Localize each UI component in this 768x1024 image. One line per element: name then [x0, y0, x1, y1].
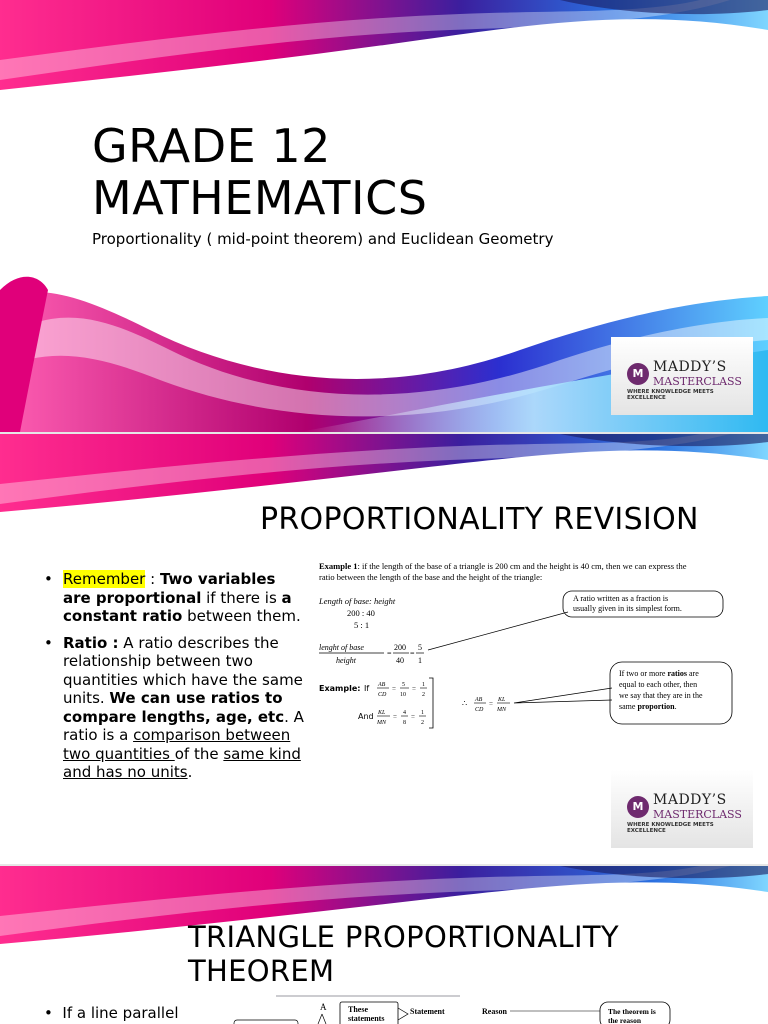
svg-text:200: 200 — [394, 643, 406, 652]
svg-text:height: height — [336, 656, 356, 665]
svg-text:4: 4 — [403, 710, 406, 716]
crown-logo-icon: M — [627, 796, 649, 818]
svg-text:=: = — [411, 713, 415, 721]
list-item: • Ratio : A ratio describes the relationship between two quantities which have the same units. We can use ratios to compare lengths, age, etc. A ratio is a comparison between two quantities of the same kind and has no units. — [44, 634, 306, 782]
bullet-list — [44, 570, 306, 790]
logo-tagline: WHERE KNOWLEDGE MEETS EXCELLENCE — [627, 822, 714, 834]
slide-title: PROPORTIONALITY REVISION — [260, 502, 699, 537]
svg-text:lenght of base: lenght of base — [319, 643, 364, 652]
svg-text:Example 1: if the length of th: Example 1: if the length of the base of a triangle is 200 cm and the height is 40 cm, then we can express the — [319, 561, 687, 571]
subtitle: Proportionality ( mid-point theorem) and Euclidean Geometry — [92, 230, 554, 248]
page-title: GRADE 12 MATHEMATICS — [92, 119, 428, 225]
svg-text:same proportion.: same proportion. — [619, 702, 677, 711]
logo-name: MADDY’S — [653, 359, 727, 375]
svg-text:usually given in its simplest: usually given in its simplest form. — [573, 604, 682, 613]
svg-text:5 : 1: 5 : 1 — [354, 620, 370, 630]
svg-text:Example:: Example: — [319, 684, 361, 693]
crown-logo-icon: M — [627, 363, 649, 385]
svg-text:And: And — [358, 712, 374, 721]
slide-triangle-theorem — [0, 866, 768, 1024]
svg-text:AB: AB — [378, 682, 386, 688]
svg-text:These: These — [348, 1005, 368, 1014]
svg-text:we say that they are in the: we say that they are in the — [619, 691, 703, 700]
svg-text:=: = — [412, 685, 416, 693]
svg-text:5: 5 — [402, 682, 405, 688]
svg-text:the reason: the reason — [608, 1016, 641, 1024]
svg-text:200 : 40: 200 : 40 — [347, 608, 375, 618]
slide-title — [0, 0, 768, 432]
list-item: • Remember : Two variables are proportional if there is a constant ratio between them. — [44, 570, 306, 626]
svg-text:MN: MN — [377, 720, 386, 726]
svg-text:1: 1 — [418, 656, 422, 665]
svg-text:Reason: Reason — [482, 1007, 507, 1016]
logo — [611, 337, 753, 415]
svg-text:10: 10 — [400, 692, 406, 698]
svg-text:=: = — [392, 685, 396, 693]
svg-text:=: = — [387, 649, 392, 658]
svg-text:2: 2 — [421, 720, 424, 726]
svg-text:=: = — [489, 700, 493, 708]
svg-text:MN: MN — [497, 707, 506, 713]
svg-text:KL: KL — [378, 710, 386, 716]
svg-text:2: 2 — [422, 692, 425, 698]
logo-subname: MASTERCLASS — [653, 808, 742, 821]
svg-text:∴: ∴ — [462, 699, 468, 708]
svg-text:A: A — [320, 1002, 327, 1012]
theorem-diagram — [228, 994, 698, 1024]
logo — [611, 770, 753, 848]
svg-text:If: If — [364, 684, 370, 693]
svg-text:40: 40 — [396, 656, 404, 665]
svg-text:Length of base: height: Length of base: height — [319, 596, 396, 606]
list-item: • If a line parallel — [44, 1004, 179, 1022]
logo-subname: MASTERCLASS — [653, 375, 742, 388]
svg-text:statements: statements — [348, 1014, 385, 1023]
svg-text:1: 1 — [422, 682, 425, 688]
svg-text:1: 1 — [421, 710, 424, 716]
svg-text:The theorem is: The theorem is — [608, 1007, 656, 1016]
logo-tagline: WHERE KNOWLEDGE MEETS EXCELLENCE — [627, 389, 714, 401]
svg-text:Statement: Statement — [410, 1007, 445, 1016]
svg-text:AB: AB — [475, 697, 483, 703]
svg-text:=: = — [410, 649, 415, 658]
svg-text:ratio between the length of th: ratio between the length of the base and the height of the triangle: — [319, 572, 543, 582]
logo-name: MADDY’S — [653, 792, 727, 808]
svg-text:8: 8 — [403, 720, 406, 726]
svg-text:equal to each other, then: equal to each other, then — [619, 680, 698, 689]
svg-text:5: 5 — [418, 643, 422, 652]
svg-text:KL: KL — [498, 697, 506, 703]
slide-title: TRIANGLE PROPORTIONALITY THEOREM — [188, 920, 619, 988]
svg-text:=: = — [393, 713, 397, 721]
example-figure — [316, 560, 760, 746]
svg-text:If two or more ratios are: If two or more ratios are — [619, 669, 699, 678]
svg-text:A ratio written as a fraction: A ratio written as a fraction is — [573, 594, 669, 603]
svg-text:CD: CD — [475, 707, 484, 713]
slide-proportionality — [0, 434, 768, 864]
svg-text:CD: CD — [378, 692, 387, 698]
